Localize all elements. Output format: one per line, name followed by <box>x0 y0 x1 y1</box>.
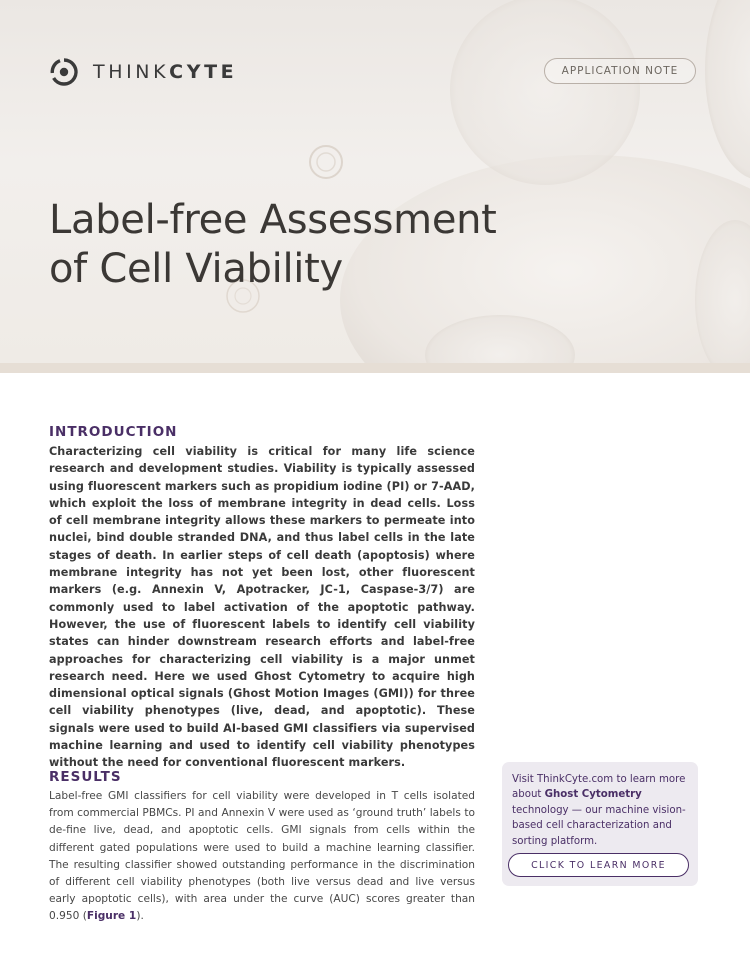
application-note-badge: APPLICATION NOTE <box>544 58 696 84</box>
thinkcyte-logo-icon <box>49 57 79 87</box>
figure-1-link[interactable]: Figure 1 <box>86 910 137 923</box>
introduction-heading: INTRODUCTION <box>49 424 178 440</box>
introduction-body: Characterizing cell viability is critical for many life science research and development studies. Viability is typically assessed using fluorescent markers such as propidium iodine (PI) or 7-AAD, which exploit the loss of membrane integrity in dead cells. Loss of cell membrane integrity allows these markers to permeate into nuclei, bind double stranded DNA, and thus label cells in the late stages of death. In earlier steps of cell death (apoptosis) where membrane integrity has not yet been lost, other fluorescent markers (e.g. Annexin V, Apotracker, JC-1, Caspase-3/7) are commonly used to label activation of the apoptotic pathway. However, the use of fluorescent labels to identify cell viability states can hinder downstream research efforts and label-free approaches for characterizing cell viability is a major unmet research need. Here we used Ghost Cytometry to acquire high dimensional optical signals (Ghost Motion Images (GMI)) for three cell viability phenotypes (live, dead, and apoptotic). These signals were used to build AI-based GMI classifiers via supervised machine learning and used to identify cell viability phenotypes without the need for conventional fluorescent markers. <box>49 445 475 770</box>
callout-text-before: Visit ThinkCyte.com to learn more about <box>512 774 686 801</box>
introduction-section <box>49 424 475 772</box>
cell-background-graphic <box>0 0 750 363</box>
results-section <box>49 769 475 926</box>
callout-text <box>512 772 688 849</box>
hero-banner <box>0 0 750 363</box>
results-body <box>49 788 475 926</box>
results-text-after: ). <box>136 910 144 923</box>
page-title <box>49 196 497 294</box>
brand-logo[interactable] <box>49 56 237 88</box>
callout-text-bold: Ghost Cytometry <box>544 789 642 801</box>
title-line-2: of Cell Viability <box>49 246 343 292</box>
results-heading: RESULTS <box>49 769 122 785</box>
callout-text-after: technology — our machine vision-based cell characterization and sorting platform. <box>512 804 686 847</box>
learn-more-callout <box>502 762 698 886</box>
brand-wordmark <box>93 61 237 83</box>
brand-name-bold: CYTE <box>169 61 238 83</box>
learn-more-button[interactable]: CLICK TO LEARN MORE <box>508 853 689 877</box>
title-line-1: Label-free Assessment <box>49 197 497 243</box>
results-text-before: Label-free GMI classifiers for cell viability were developed in T cells isolated from commercial PBMCs. PI and Annexin V were used as ‘ground truth’ labels to de-fine live, dead, and apoptotic cells. GMI signals from cells within the different gated populations were used to build a machine learning classifier. The resulting classifier showed outstanding performance in the discrimination of different cell viability phenotypes (both live versus dead and live versus early apoptotic cells), with area under the curve (AUC) scores greater than 0.950 ( <box>49 790 475 923</box>
brand-name-light: THINK <box>93 61 170 83</box>
hero-divider-band <box>0 363 750 373</box>
